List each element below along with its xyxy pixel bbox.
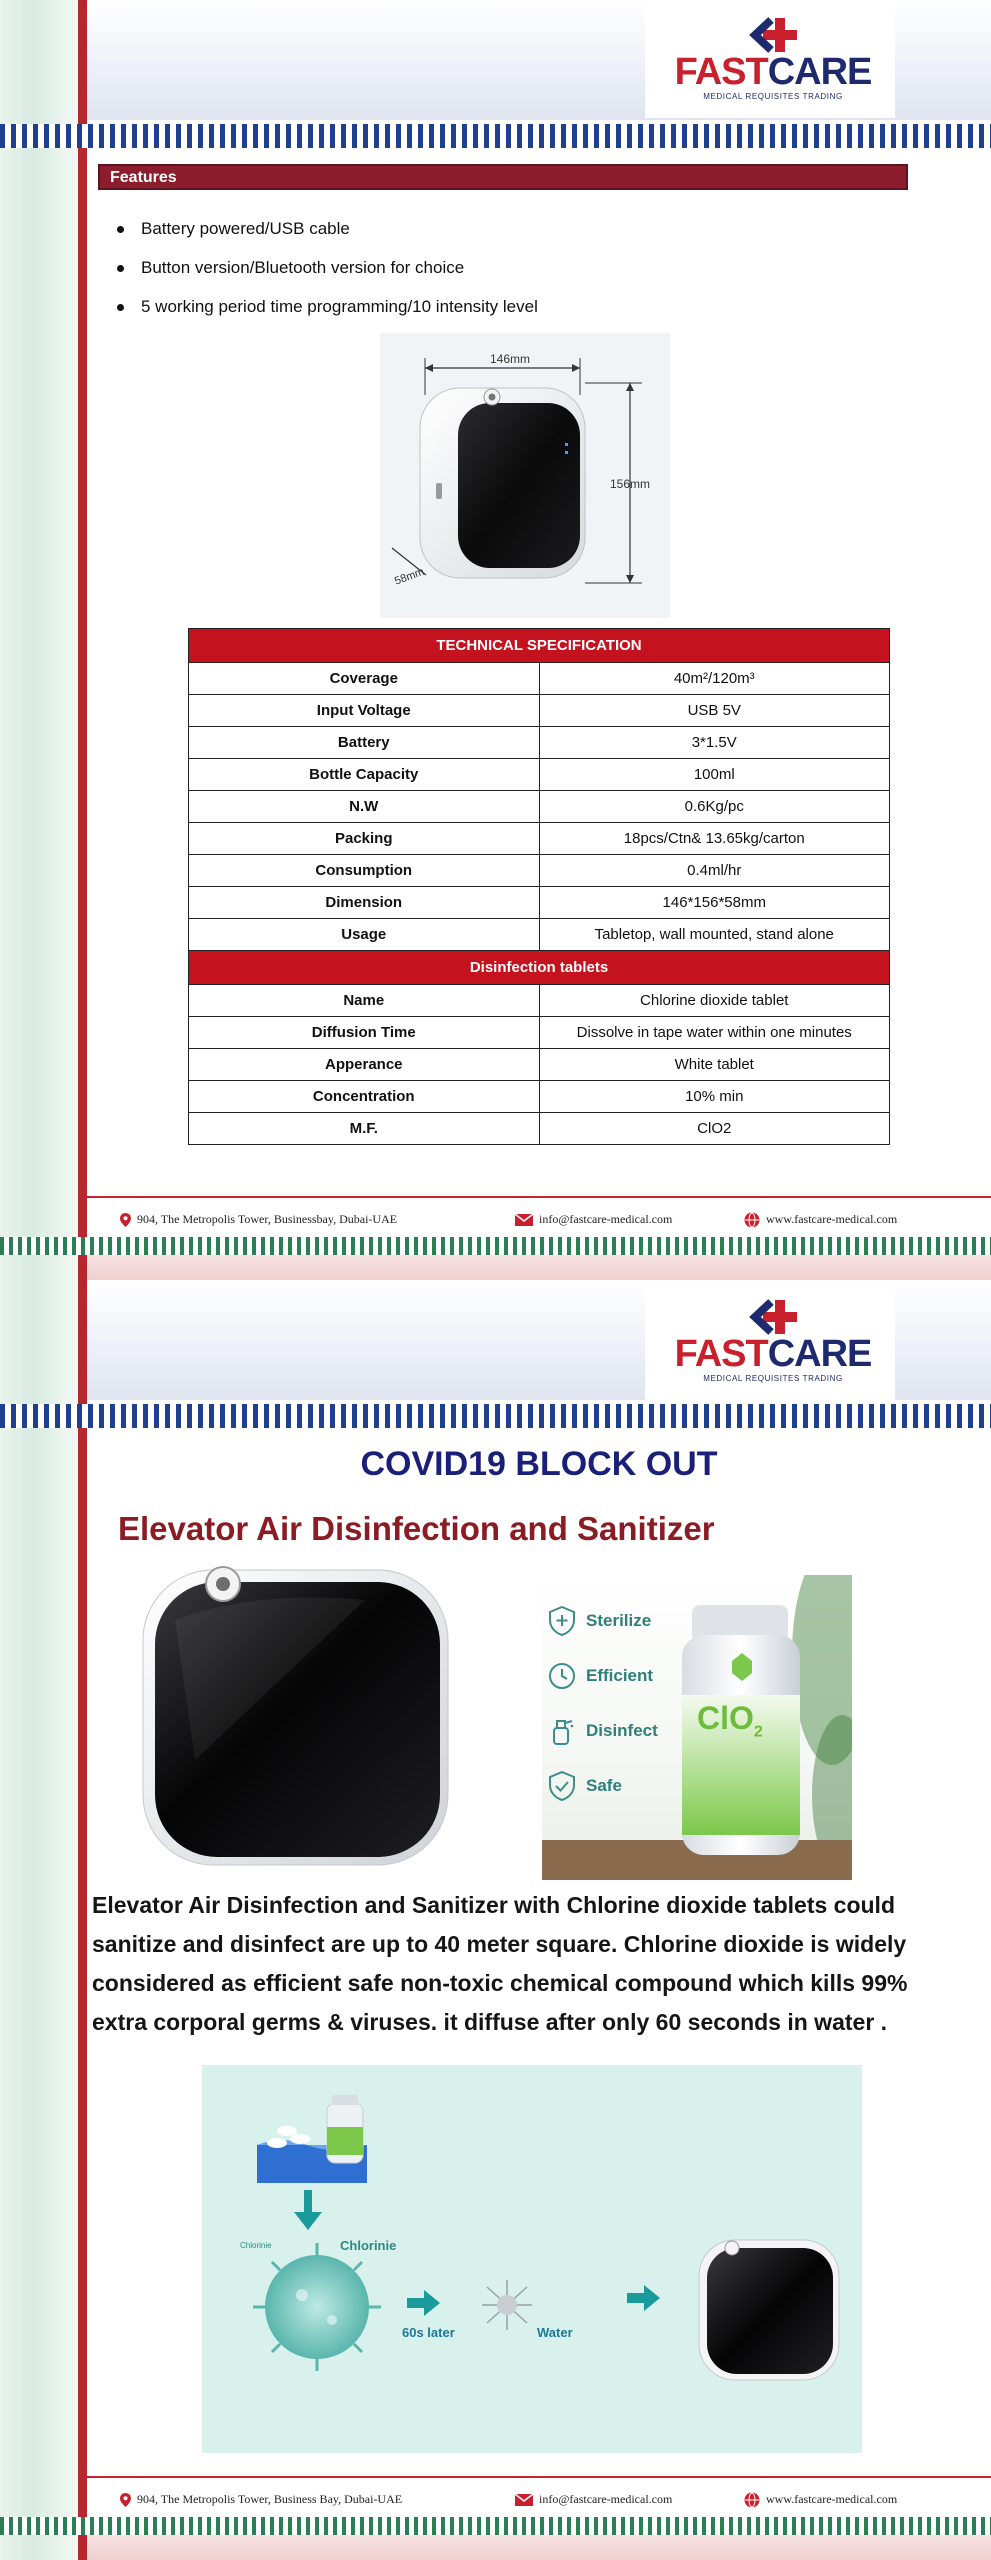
header-stripe [0, 124, 991, 148]
technical-specification-table [188, 628, 890, 1145]
depth-label: 58mm [392, 565, 426, 588]
logo-tagline: MEDICAL REQUISITES TRADING [703, 1374, 843, 1383]
list-item: Disinfect [548, 1703, 678, 1758]
chlorine-label: Chlorinie [340, 2238, 397, 2253]
globe-icon [744, 2492, 760, 2508]
location-pin-icon [120, 2493, 131, 2507]
footer-website[interactable]: www.fastcare-medical.com [744, 1212, 897, 1228]
height-label: 156mm [610, 477, 651, 491]
medical-cross-icon [745, 1298, 801, 1338]
spec-label: Diffusion Time [189, 1017, 540, 1049]
spec-value: 0.4ml/hr [539, 855, 890, 887]
spec-label: Apperance [189, 1049, 540, 1081]
footer-email[interactable]: info@fastcare-medical.com [515, 1212, 672, 1227]
spec-label: Dimension [189, 887, 540, 919]
table-row [189, 855, 890, 887]
benefits-list [548, 1593, 678, 1813]
left-red-line [78, 0, 87, 1280]
list-item: 5 working period time programming/10 intensity level [115, 296, 875, 335]
table-row [189, 919, 890, 951]
list-item: Battery powered/USB cable [115, 218, 875, 257]
spec-value: 146*156*58mm [539, 887, 890, 919]
shield-check-icon [548, 1771, 576, 1801]
table-row [189, 1017, 890, 1049]
footer-band [87, 2535, 991, 2560]
table-row [189, 887, 890, 919]
list-item: Button version/Bluetooth version for choice [115, 257, 875, 296]
small-chlorine-label: Chlorinie [240, 2241, 272, 2250]
footer [110, 2488, 930, 2512]
table-row [189, 1081, 890, 1113]
footer-band [87, 1255, 991, 1280]
width-label: 146mm [490, 352, 531, 366]
product-description: Elevator Air Disinfection and Sanitizer with Chlorine dioxide tablets could sanitize and disinfect are up to 40 meter square. Chlorine dioxide is widely considered as efficient safe non-toxic chemical compound which kills 99% extra corporal germs & viruses. it diffuse after only 60 seconds in water . [92, 1892, 908, 2035]
spec-label: Coverage [189, 663, 540, 695]
spec-value: Chlorine dioxide tablet [539, 985, 890, 1017]
globe-icon [744, 1212, 760, 1228]
table-row [189, 663, 890, 695]
table-row [189, 1113, 890, 1145]
disinfection-process-illustration [202, 2065, 862, 2453]
spec-label: Consumption [189, 855, 540, 887]
bottle-label: ClO$_2$ [697, 1700, 763, 1741]
product-title: Elevator Air Disinfection and Sanitizer [118, 1510, 715, 1547]
table-row [189, 727, 890, 759]
table-header-row [189, 951, 890, 985]
table-row [189, 1049, 890, 1081]
water-label: Water [537, 2325, 573, 2340]
spec-value: 40m²/120m³ [539, 663, 890, 695]
tech-spec-title: TECHNICAL SPECIFICATION [189, 629, 890, 663]
table-row [189, 985, 890, 1017]
left-red-line [78, 1280, 87, 2560]
device-diagram-drawing [380, 333, 670, 618]
spec-value: ClO2 [539, 1113, 890, 1145]
footer-email[interactable]: info@fastcare-medical.com [515, 2492, 672, 2507]
spray-bottle-icon [548, 1716, 576, 1746]
disinfection-title: Disinfection tablets [189, 951, 890, 985]
table-row [189, 823, 890, 855]
footer-website[interactable]: www.fastcare-medical.com [744, 2492, 897, 2508]
fastcare-logo [645, 0, 895, 118]
spec-value: 10% min [539, 1081, 890, 1113]
clock-icon [548, 1662, 576, 1690]
left-decorative-band [0, 1280, 78, 2560]
logo-tagline: MEDICAL REQUISITES TRADING [703, 92, 843, 101]
spec-value: Dissolve in tape water within one minutes [539, 1017, 890, 1049]
header-stripe [0, 1404, 991, 1428]
page-title: COVID19 BLOCK OUT [360, 1445, 718, 1483]
list-item: Safe [548, 1758, 678, 1813]
location-pin-icon [120, 1213, 131, 1227]
spec-value: Tabletop, wall mounted, stand alone [539, 919, 890, 951]
left-decorative-band [0, 0, 78, 1280]
envelope-icon [515, 2494, 533, 2506]
logo-wordmark: FASTCARE [674, 1333, 872, 1375]
spec-value: White tablet [539, 1049, 890, 1081]
spec-value: 18pcs/Ctn& 13.65kg/carton [539, 823, 890, 855]
spec-value: 3*1.5V [539, 727, 890, 759]
features-heading-bar [98, 164, 908, 190]
envelope-icon [515, 1214, 533, 1226]
medical-cross-icon [745, 16, 801, 56]
spec-label: Concentration [189, 1081, 540, 1113]
spec-label: Bottle Capacity [189, 759, 540, 791]
shield-plus-icon [548, 1606, 576, 1636]
footer-stripe [0, 2517, 991, 2535]
spec-label: Battery [189, 727, 540, 759]
spec-value: 0.6Kg/pc [539, 791, 890, 823]
spec-value: USB 5V [539, 695, 890, 727]
list-item: Efficient [548, 1648, 678, 1703]
footer-address: 904, The Metropolis Tower, Business Bay, Dubai-UAE [120, 2492, 402, 2507]
footer-divider [87, 1196, 991, 1198]
spec-label: Usage [189, 919, 540, 951]
time-label: 60s later [402, 2325, 455, 2340]
fastcare-logo [645, 1282, 895, 1400]
chlorine-dioxide-tablets-image [542, 1575, 852, 1880]
logo-wordmark: FASTCARE [674, 51, 872, 93]
spec-label: Packing [189, 823, 540, 855]
device-product-image [135, 1560, 455, 1875]
device-dimension-diagram [380, 333, 670, 618]
footer-address: 904, The Metropolis Tower, Businessbay, Dubai-UAE [120, 1212, 397, 1227]
page-2 [0, 1280, 991, 2560]
spec-label: M.F. [189, 1113, 540, 1145]
footer [110, 1208, 930, 1232]
list-item: Sterilize [548, 1593, 678, 1648]
table-row [189, 695, 890, 727]
table-header-row [189, 629, 890, 663]
spec-label: Name [189, 985, 540, 1017]
footer-divider [87, 2476, 991, 2478]
features-list [115, 218, 875, 335]
spec-value: 100ml [539, 759, 890, 791]
table-row [189, 791, 890, 823]
table-row [189, 759, 890, 791]
features-title: Features [110, 169, 177, 186]
spec-label: Input Voltage [189, 695, 540, 727]
footer-stripe [0, 1237, 991, 1255]
spec-label: N.W [189, 791, 540, 823]
